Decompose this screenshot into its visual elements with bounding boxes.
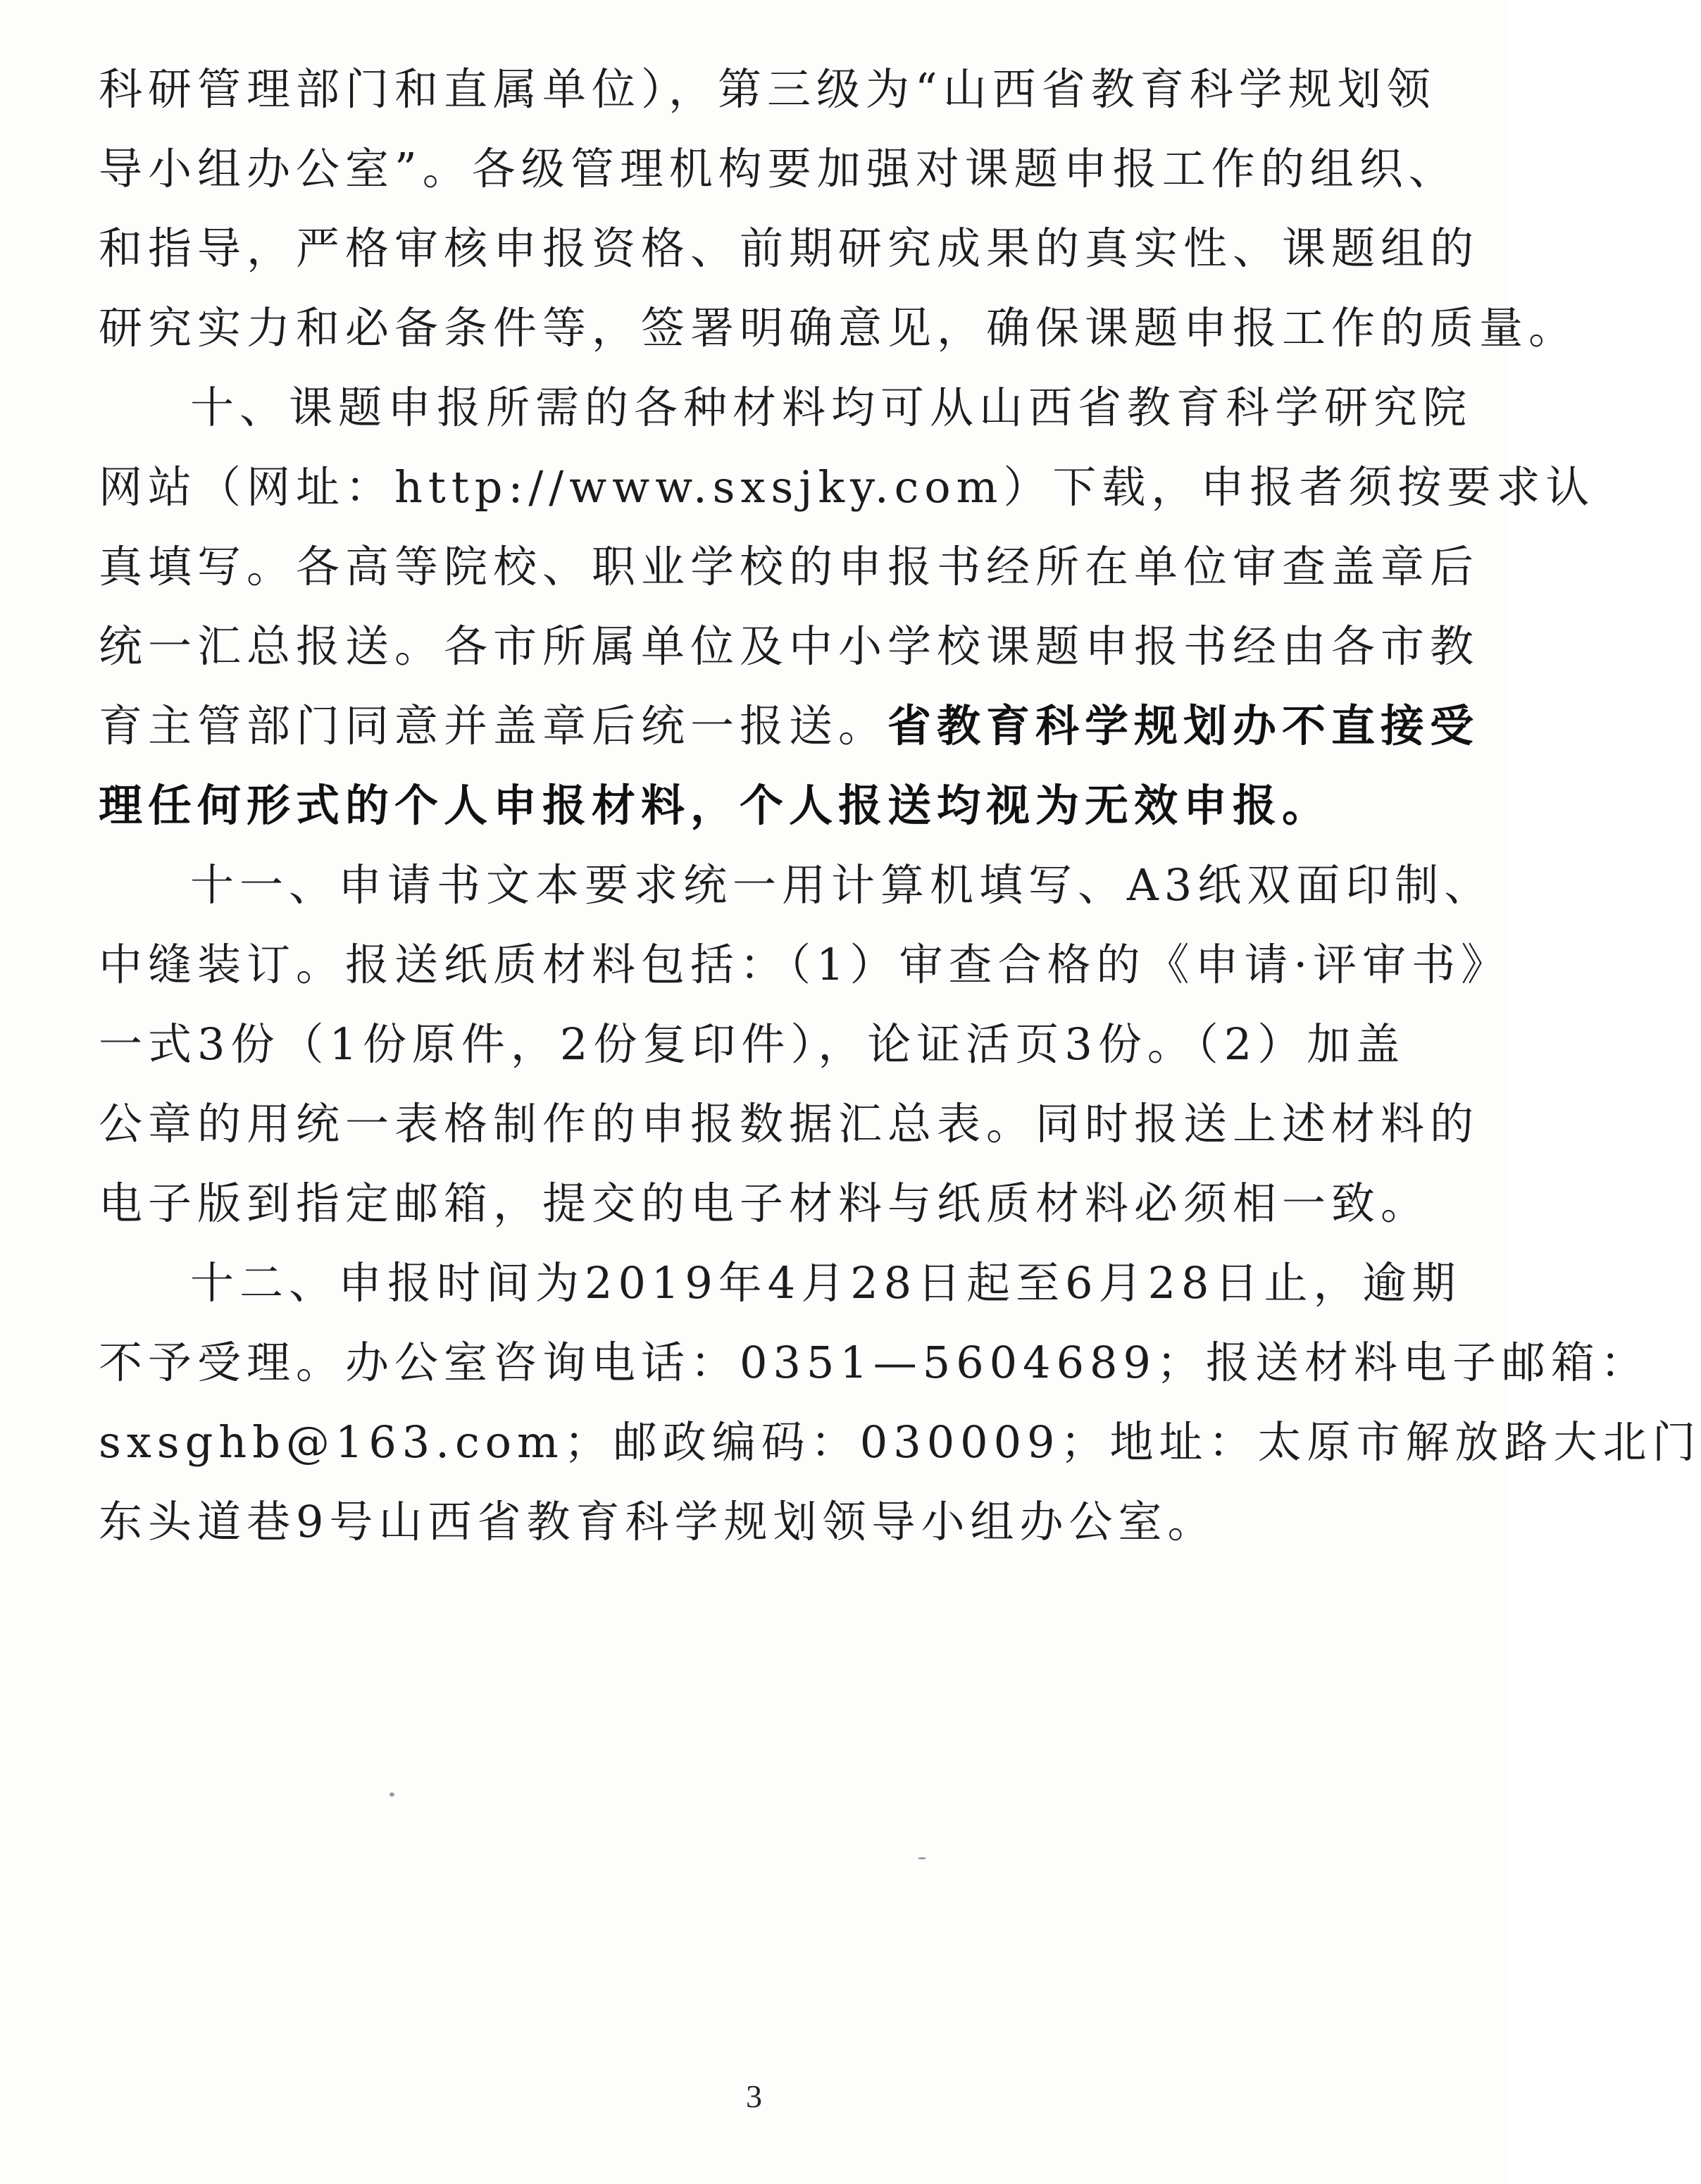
paragraph-first-line: 十二、申报时间为2019年4月28日起至6月28日止，逾期	[190, 1257, 1462, 1309]
text-line: 电子版到指定邮箱，提交的电子材料与纸质材料必须相一致。	[99, 1178, 1431, 1229]
text-line: 导小组办公室”。各级管理机构要加强对课题申报工作的组织、	[99, 143, 1458, 194]
document-body	[99, 49, 1701, 1561]
scan-speck	[918, 1857, 926, 1859]
text-line: 研究实力和必备条件等，签署明确意见，确保课题申报工作的质量。	[99, 302, 1578, 354]
text-line: 不予受理。办公室咨询电话：0351—5604689；报送材料电子邮箱：	[99, 1337, 1650, 1388]
text-line: 和指导，严格审核申报资格、前期研究成果的真实性、课题组的	[99, 223, 1480, 274]
text-fragment: 育主管部门同意并盖章后统一报送。	[99, 700, 888, 751]
paragraph-first-line: 十、课题申报所需的各种材料均可从山西省教育科学研究院	[190, 382, 1473, 433]
bold-emphasis-line: 理任何形式的个人申报材料，个人报送均视为无效申报。	[99, 780, 1332, 831]
text-line-with-bold	[99, 686, 1480, 766]
text-line: 科研管理部门和直属单位），第三级为“山西省教育科学规划领	[99, 63, 1436, 115]
text-line: 公章的用统一表格制作的申报数据汇总表。同时报送上述材料的	[99, 1098, 1480, 1149]
text-line: 中缝装订。报送纸质材料包括：（1）审查合格的《申请·评审书》	[99, 939, 1511, 990]
text-line: 统一汇总报送。各市所属单位及中小学校课题申报书经由各市教	[99, 620, 1480, 672]
text-line: sxsghb@163.com；邮政编码：030009；地址：太原市解放路大北门	[99, 1416, 1701, 1468]
bold-emphasis-text: 省教育科学规划办不直接受	[887, 700, 1480, 751]
page-number: 3	[746, 2078, 762, 2114]
scan-speck	[390, 1792, 394, 1797]
text-line: 东头道巷9号山西省教育科学规划领导小组办公室。	[99, 1496, 1217, 1547]
text-line: 网站（网址：http://www.sxsjky.com）下载，申报者须按要求认	[99, 461, 1595, 513]
text-line: 一式3份（1份原件，2份复印件），论证活页3份。（2）加盖	[99, 1018, 1406, 1070]
paragraph-first-line: 十一、申请书文本要求统一用计算机填写、A3纸双面印制、	[190, 859, 1494, 911]
text-line: 真填写。各高等院校、职业学校的申报书经所在单位审查盖章后	[99, 541, 1480, 592]
